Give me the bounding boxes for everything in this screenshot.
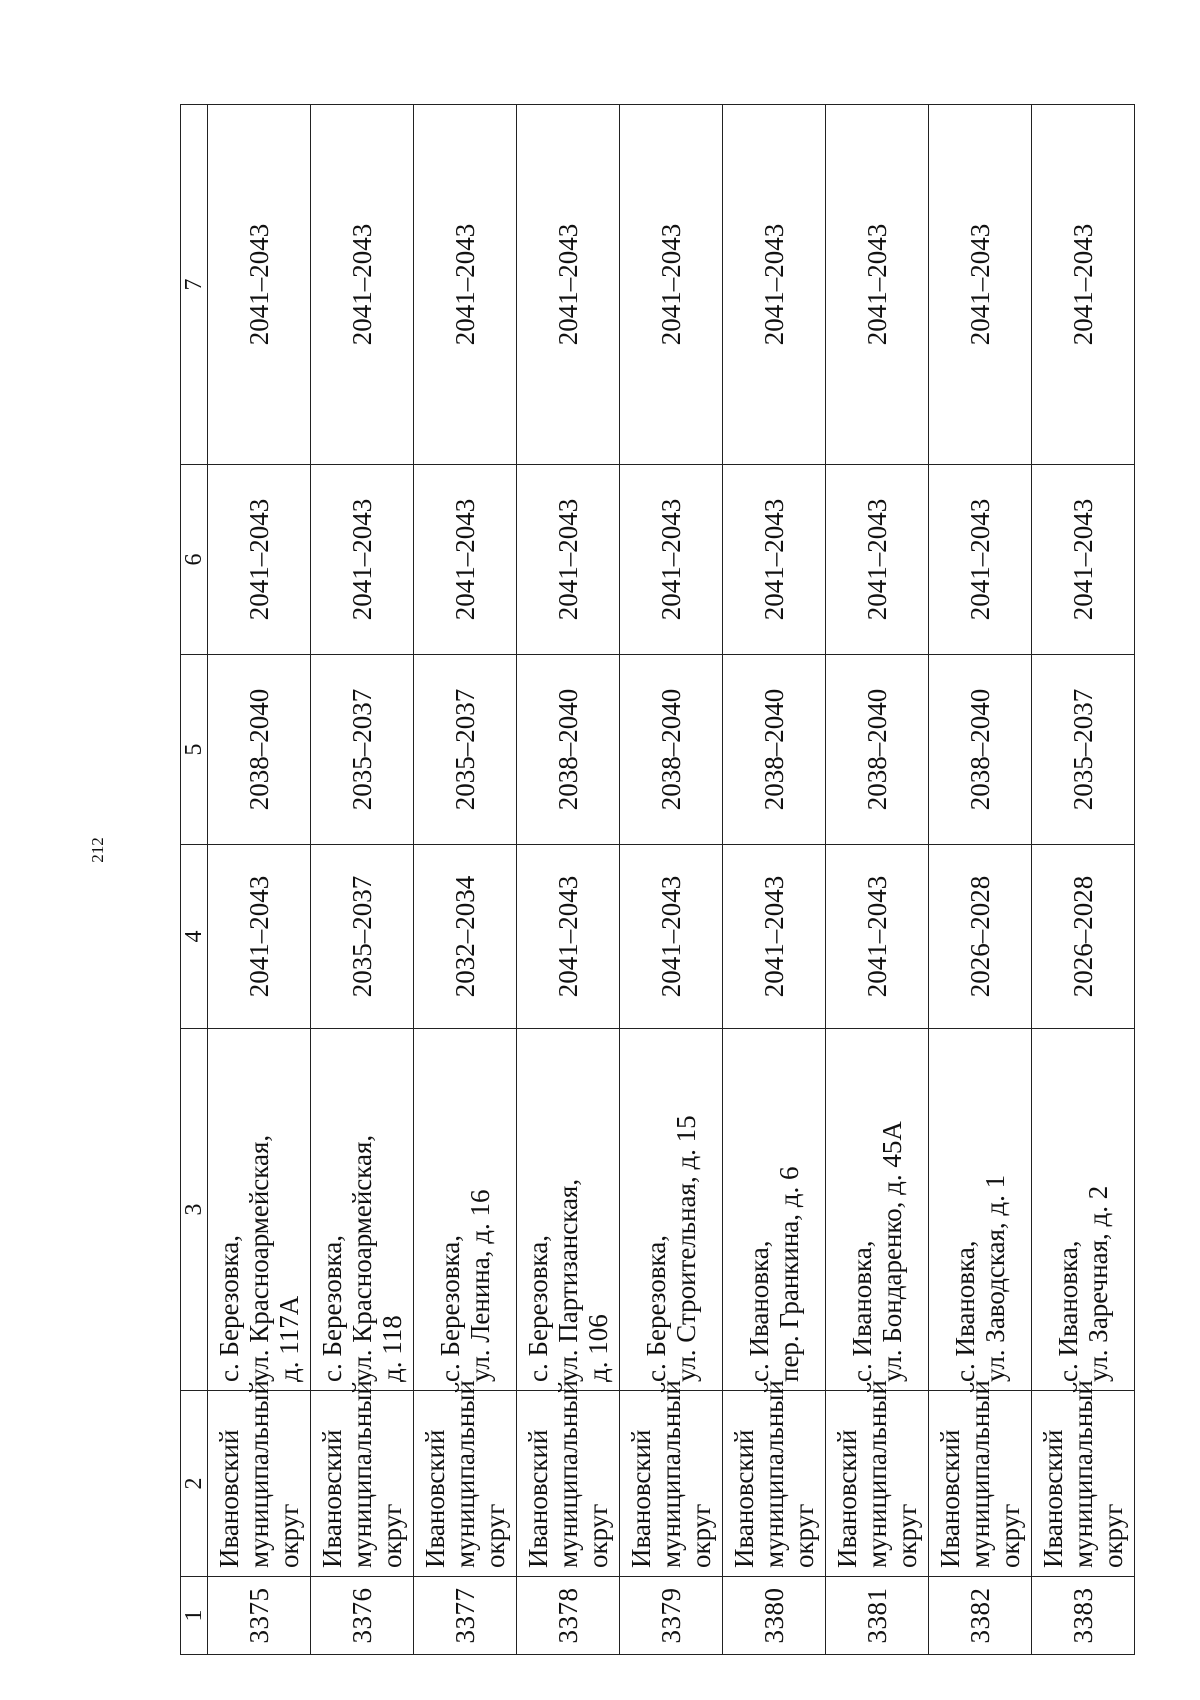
period-col-7: 2041–2043 (517, 105, 620, 465)
address-line: с. Березовка, (214, 1235, 244, 1382)
header-row (181, 105, 208, 1655)
row-number: 3382 (929, 1577, 1032, 1655)
district-line: муниципальный (347, 1380, 377, 1568)
period-col-6: 2041–2043 (517, 465, 620, 655)
period-col-4: 2041–2043 (208, 845, 311, 1029)
address-line: д. 118 (377, 1315, 407, 1382)
address-line: с. Березовка, (523, 1235, 553, 1382)
period-col-7: 2041–2043 (208, 105, 311, 465)
row-number: 3380 (723, 1577, 826, 1655)
address-line: д. 106 (583, 1314, 613, 1382)
period-col-4: 2032–2034 (414, 845, 517, 1029)
table-row (1032, 105, 1135, 1655)
address-cell (311, 1029, 414, 1391)
period-col-7: 2041–2043 (826, 105, 929, 465)
period-col-6: 2041–2043 (208, 465, 311, 655)
table-row (929, 105, 1032, 1655)
address-line: с. Ивановка, (1053, 1240, 1083, 1382)
period-col-4: 2041–2043 (723, 845, 826, 1029)
column-header-1: 1 (181, 1577, 208, 1655)
period-col-5: 2035–2037 (311, 655, 414, 845)
table-row (414, 105, 517, 1655)
district-line: Ивановский (832, 1429, 862, 1568)
period-col-7: 2041–2043 (723, 105, 826, 465)
period-col-5: 2038–2040 (826, 655, 929, 845)
period-col-6: 2041–2043 (826, 465, 929, 655)
period-col-4: 2026–2028 (929, 845, 1032, 1029)
period-col-6: 2041–2043 (929, 465, 1032, 655)
address-line: ул. Заводская, д. 1 (980, 1174, 1010, 1382)
page-number: 212 (88, 837, 107, 863)
row-number: 3378 (517, 1577, 620, 1655)
district-line: округ (377, 1503, 407, 1568)
column-header-7: 7 (181, 105, 208, 465)
district-line: округ (892, 1503, 922, 1568)
period-col-4: 2041–2043 (517, 845, 620, 1029)
address-cell (723, 1029, 826, 1391)
district-line: муниципальный (862, 1380, 892, 1568)
period-col-5: 2035–2037 (414, 655, 517, 845)
address-line: д. 117А (274, 1295, 304, 1382)
district-line: Ивановский (626, 1429, 656, 1568)
column-header-4: 4 (181, 845, 208, 1029)
column-header-5: 5 (181, 655, 208, 845)
period-col-5: 2038–2040 (208, 655, 311, 845)
row-number: 3375 (208, 1577, 311, 1655)
address-line: ул. Строительная, д. 15 (671, 1115, 701, 1382)
column-header-6: 6 (181, 465, 208, 655)
period-col-7: 2041–2043 (1032, 105, 1135, 465)
table-row (311, 105, 414, 1655)
address-line: с. Ивановка, (950, 1240, 980, 1382)
address-cell (414, 1029, 517, 1391)
district-cell (929, 1380, 1032, 1577)
address-line: с. Березовка, (641, 1235, 671, 1382)
address-line: с. Ивановка, (847, 1240, 877, 1382)
address-line: пер. Гранкина, д. 6 (774, 1166, 804, 1382)
address-line: ул. Ленина, д. 16 (465, 1189, 495, 1382)
district-line: Ивановский (523, 1429, 553, 1568)
district-line: округ (583, 1503, 613, 1568)
table-row (723, 105, 826, 1655)
district-cell (620, 1380, 723, 1577)
address-cell (620, 1029, 723, 1391)
district-cell (1032, 1380, 1135, 1577)
table-row (620, 105, 723, 1655)
address-cell (826, 1029, 929, 1391)
district-line: округ (686, 1503, 716, 1568)
district-cell (311, 1380, 414, 1577)
district-line: округ (789, 1503, 819, 1568)
table-row (517, 105, 620, 1655)
address-cell (517, 1029, 620, 1391)
address-cell (208, 1029, 311, 1391)
table-row (826, 105, 929, 1655)
address-cell (1032, 1029, 1135, 1391)
address-line: ул. Красноармейская, (244, 1134, 274, 1382)
period-col-7: 2041–2043 (414, 105, 517, 465)
column-header-2: 2 (181, 1391, 208, 1577)
row-number: 3381 (826, 1577, 929, 1655)
address-line: ул. Заречная, д. 2 (1083, 1185, 1113, 1382)
period-col-5: 2038–2040 (620, 655, 723, 845)
district-line: Ивановский (317, 1429, 347, 1568)
period-col-6: 2041–2043 (414, 465, 517, 655)
district-cell (723, 1380, 826, 1577)
address-line: с. Ивановка, (744, 1240, 774, 1382)
district-cell (208, 1380, 311, 1577)
district-line: округ (480, 1503, 510, 1568)
address-line: ул. Партизанская, (553, 1178, 583, 1382)
schedule-table (180, 104, 1135, 1655)
period-col-5: 2038–2040 (723, 655, 826, 845)
district-line: Ивановский (935, 1429, 965, 1568)
period-col-7: 2041–2043 (929, 105, 1032, 465)
row-number: 3379 (620, 1577, 723, 1655)
district-cell (414, 1380, 517, 1577)
district-line: округ (995, 1503, 1025, 1568)
address-line: ул. Бондаренко, д. 45А (877, 1121, 907, 1382)
district-line: муниципальный (656, 1380, 686, 1568)
district-line: Ивановский (729, 1429, 759, 1568)
period-col-5: 2038–2040 (517, 655, 620, 845)
period-col-6: 2041–2043 (1032, 465, 1135, 655)
district-cell (826, 1380, 929, 1577)
district-cell (517, 1380, 620, 1577)
column-header-3: 3 (181, 1029, 208, 1391)
row-number: 3377 (414, 1577, 517, 1655)
district-line: муниципальный (450, 1380, 480, 1568)
district-line: округ (1098, 1503, 1128, 1568)
address-line: с. Березовка, (435, 1235, 465, 1382)
period-col-6: 2041–2043 (620, 465, 723, 655)
row-number: 3376 (311, 1577, 414, 1655)
table-row (208, 105, 311, 1655)
district-line: округ (274, 1503, 304, 1568)
period-col-5: 2038–2040 (929, 655, 1032, 845)
period-col-7: 2041–2043 (620, 105, 723, 465)
period-col-4: 2026–2028 (1032, 845, 1135, 1029)
row-number: 3383 (1032, 1577, 1135, 1655)
period-col-4: 2035–2037 (311, 845, 414, 1029)
district-line: муниципальный (553, 1380, 583, 1568)
address-line: с. Березовка, (317, 1235, 347, 1382)
address-line: ул. Красноармейская, (347, 1134, 377, 1382)
period-col-6: 2041–2043 (723, 465, 826, 655)
address-cell (929, 1029, 1032, 1391)
period-col-7: 2041–2043 (311, 105, 414, 465)
period-col-4: 2041–2043 (620, 845, 723, 1029)
district-line: муниципальный (965, 1380, 995, 1568)
district-line: Ивановский (214, 1429, 244, 1568)
district-line: муниципальный (759, 1380, 789, 1568)
district-line: муниципальный (244, 1380, 274, 1568)
district-line: Ивановский (1038, 1429, 1068, 1568)
period-col-6: 2041–2043 (311, 465, 414, 655)
period-col-4: 2041–2043 (826, 845, 929, 1029)
district-line: Ивановский (420, 1429, 450, 1568)
rotated-table-container (180, 105, 1140, 1655)
period-col-5: 2035–2037 (1032, 655, 1135, 845)
district-line: муниципальный (1068, 1380, 1098, 1568)
